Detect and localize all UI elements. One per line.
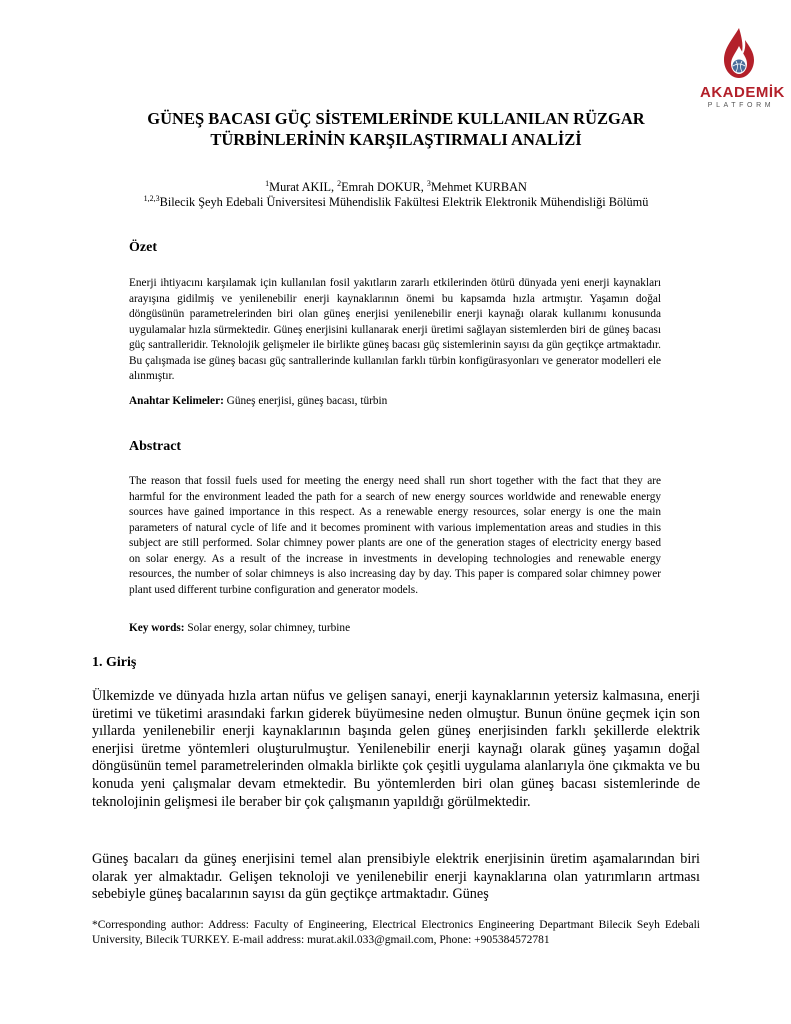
title-line-1: GÜNEŞ BACASI GÜÇ SİSTEMLERİNDE KULLANILAN RÜZGAR xyxy=(147,109,645,128)
author-list xyxy=(100,180,692,195)
author-2-sup: 2 xyxy=(337,179,342,188)
abstract-text: The reason that fossil fuels used for meeting the energy need shall run short together with the fact that they are harmful for the environment leaded the path for a search of new energy sources worldwide and renewable energy sources have gained importance in this respect. As a renewable energy resources, solar energy is one the main parameters of natural cycle of life and it becomes prominent with various implementation areas and studies in this subject are still performed. Solar chimney power plants are one of the generation stages of electricity energy based on solar energy. As a result of the increase in investments in developing technologies and renewable energy resources, the number of solar chimneys is also increasing day by day. This paper is compared solar chimney power plant used different turbine configuration and generator models. xyxy=(129,475,661,596)
ozet-keywords-value: Güneş enerjisi, güneş bacası, türbin xyxy=(223,395,388,407)
ozet-keywords xyxy=(129,394,387,409)
affiliation xyxy=(80,195,712,210)
ozet-keywords-label: Anahtar Kelimeler: xyxy=(129,395,224,407)
intro-paragraph-2: Güneş bacaları da güneş enerjisini temel alan prensibiyle elektrik enerjisinin üretim aşamalarından biri olarak yer almaktadır. Gelişen teknoloji ve yenilenebilir enerji kaynaklarına olan yatırımların artması sebebiyle güneş bacalarının sayısı da gün geçtikçe artmaktadır. Güneş xyxy=(92,851,700,903)
ozet-heading: Özet xyxy=(129,240,157,255)
title-line-2: TÜRBİNLERİNİN KARŞILAŞTIRMALI ANALİZİ xyxy=(210,130,582,149)
author-3-sup: 3 xyxy=(426,179,431,188)
author-1-sup: 1 xyxy=(265,179,270,188)
author-3-name: Mehmet KURBAN xyxy=(430,180,527,194)
affiliation-sup: 1,2,3 xyxy=(143,194,160,203)
logo-subtitle: PLATFORM xyxy=(707,102,775,109)
akademik-platform-logo xyxy=(700,26,785,116)
author-2-name: Emrah DOKUR, xyxy=(341,180,427,194)
abstract-keywords xyxy=(129,621,350,636)
author-1-name: Murat AKIL, xyxy=(269,180,338,194)
intro-paragraph-1: Ülkemizde ve dünyada hızla artan nüfus ve gelişen sanayi, enerji kaynaklarının yetersiz kalmasına, enerji üretimi ve tüketimi arasındaki farkın giderek büyümesine neden olmuştur. Bunun önüne geçmek için son yıllarda yenilenebilir enerji kaynaklarının başında gelen güneş enerjisinden farklı şekillerde elektrik enerjisi üretme yöntemleri oluşturulmuştur. Yenilenebilir enerji kaynağı olarak güneş yaşamın doğal döngüsünün temel parametrelerinden olmakla birlikte çok çeşitli uygulama alanlarıyla öne çıkmakta ve bu konuda yeni çalışmalar devam etmektedir. Bu yöntemlerden biri olan güneş bacası sistemlerinde de teknolojinin gelişmesi ile beraber bir çok çalışmanın yapıldığı görülmektedir. xyxy=(92,688,700,810)
flame-globe-icon xyxy=(714,26,764,84)
corresponding-author-footnote: *Corresponding author: Address: Faculty of Engineering, Electrical Electronics Engineering Departmant Bilecik Seyh Edebali University, Bilecik TURKEY. E-mail address: murat.akil.033@gmail.com, Phone: +905384572781 xyxy=(92,919,700,946)
abstract-heading: Abstract xyxy=(129,439,182,454)
ozet-text: Enerji ihtiyacını karşılamak için kullanılan fosil yakıtların zararlı etkilerinden ötürü dünyada yeni enerji kaynakları arayışına gidilmiş ve yenilenebilir enerji kaynaklarının önemi bu kapsamda hızla artmıştır. Yaşamın doğal döngüsünün parametrelerinden biri olan güneş enerjisi yenilenebilir enerji kaynağı olarak kullanımı konusunda uygulamalar hızla sürmektedir. Güneş enerjisini kullanarak enerji üretimi sağlayan sistemlerden biri de güneş bacası güç santralleridir. Teknolojik gelişmeler ile birlikte güneş bacası güç sistemlerinin sayısı da gün geçtikçe artmaktadır. Bu çalışmada ise güneş bacası güç santrallerinde kullanılan farklı türbin konfigürasyonları ve generator modelleri ele alınmıştır. xyxy=(129,277,661,382)
logo-wordmark: AKADEMİK xyxy=(700,84,785,101)
paper-title xyxy=(100,108,692,150)
intro-heading: 1. Giriş xyxy=(92,655,137,670)
abstract-keywords-value: Solar energy, solar chimney, turbine xyxy=(184,622,351,634)
affiliation-text: Bilecik Şeyh Edebali Üniversitesi Mühendislik Fakültesi Elektrik Elektronik Mühendisliği Bölümü xyxy=(159,195,649,209)
abstract-keywords-label: Key words: xyxy=(129,622,185,634)
